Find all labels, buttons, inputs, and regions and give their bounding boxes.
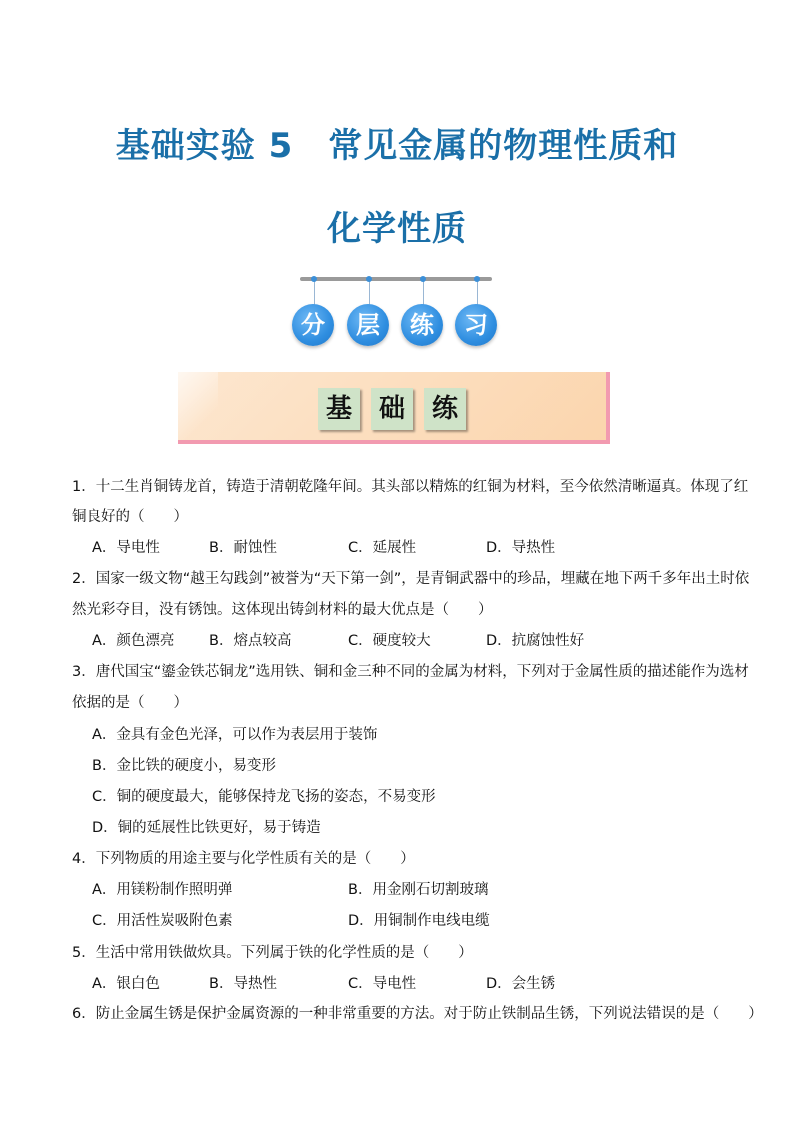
question-text: 铜良好的（ ）: [72, 509, 188, 525]
badge-xi: 习: [455, 304, 497, 346]
question-text: 2．国家一级文物“越王勾践剑”被誉为“天下第一剑”，是青铜武器中的珍品，埋藏在地下两千多年出土时依: [72, 571, 750, 587]
option-b: B．熔点较高: [209, 633, 292, 649]
option-b: B．金比铁的硬度小，易变形: [92, 758, 276, 774]
question-text: 然光彩夺目，没有锈蚀。这体现出铸剑材料的最大优点是（ ）: [72, 602, 493, 618]
option-a: A．颜色漂亮: [92, 633, 175, 649]
badge-ceng: 层: [347, 304, 389, 346]
badge-lian: 练: [401, 304, 443, 346]
option-a: A．金具有金色光泽，可以作为表层用于装饰: [92, 727, 378, 743]
option-c: C．铜的硬度最大，能够保持龙飞扬的姿态，不易变形: [92, 789, 436, 805]
option-d: D．铜的延展性比铁更好，易于铸造: [92, 820, 321, 836]
question-text: 4．下列物质的用途主要与化学性质有关的是（ ）: [72, 851, 415, 867]
option-d: D．用铜制作电线电缆: [348, 913, 490, 929]
option-b: B．耐蚀性: [209, 540, 277, 556]
option-d: D．会生锈: [486, 976, 556, 992]
option-c: C．用活性炭吸附色素: [92, 913, 233, 929]
option-a: A．用镁粉制作照明弹: [92, 882, 233, 898]
option-d: D．抗腐蚀性好: [486, 633, 585, 649]
section-char-3: 练: [424, 388, 466, 430]
option-a: A．银白色: [92, 976, 160, 992]
question-text: 1．十二生肖铜铸龙首，铸造于清朝乾隆年间。其头部以精炼的红铜为材料，至今依然清晰逼真。体现了红: [72, 479, 749, 495]
question-text: 6．防止金属生锈是保护金属资源的一种非常重要的方法。对于防止铁制品生锈，下列说法错误的是（ ）: [72, 1006, 763, 1022]
option-a: A．导电性: [92, 540, 160, 556]
option-c: C．硬度较大: [348, 633, 431, 649]
section-banner: [178, 372, 610, 444]
page-title: 基础实验 5 常见金属的物理性质和: [115, 126, 679, 166]
option-c: C．导电性: [348, 976, 417, 992]
badge-fen: 分: [292, 304, 334, 346]
page-title-line2: 化学性质: [327, 209, 467, 249]
question-text: 依据的是（ ）: [72, 695, 188, 711]
section-char-2: 础: [371, 388, 413, 430]
question-text: 5．生活中常用铁做炊具。下列属于铁的化学性质的是（ ）: [72, 945, 473, 961]
option-d: D．导热性: [486, 540, 556, 556]
option-c: C．延展性: [348, 540, 417, 556]
option-b: B．导热性: [209, 976, 277, 992]
section-char-1: 基: [318, 388, 360, 430]
question-text: 3．唐代国宝“鎏金铁芯铜龙”选用铁、铜和金三种不同的金属为材料，下列对于金属性质的描述能作为选材: [72, 664, 749, 680]
option-b: B．用金刚石切割玻璃: [348, 882, 489, 898]
